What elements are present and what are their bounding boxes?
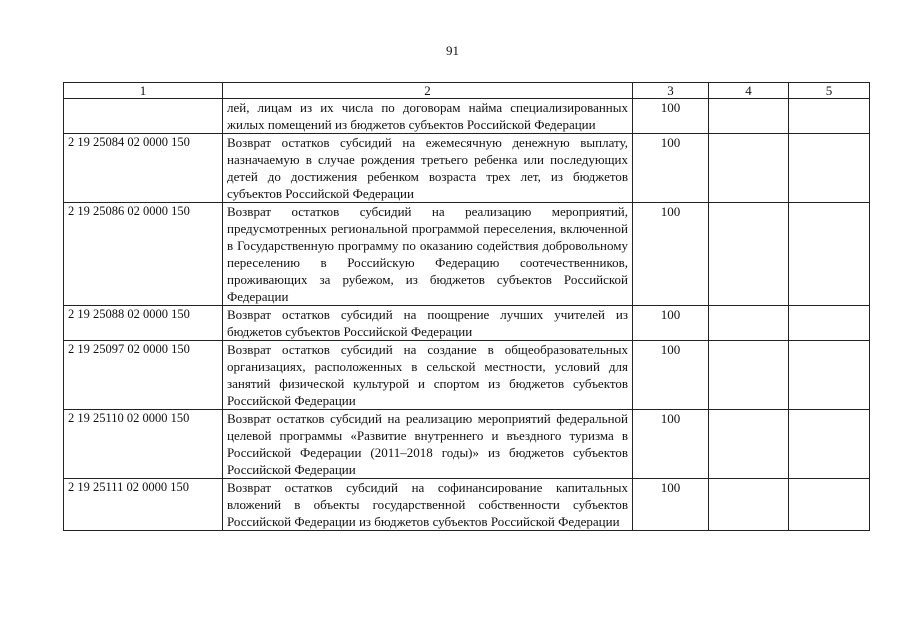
budget-code: 2 19 25110 02 0000 150 — [64, 410, 223, 479]
percent-value: 100 — [633, 203, 709, 306]
col4-value — [709, 134, 789, 203]
income-description: Возврат остатков субсидий на реализацию мероприятий, предусмотренных региональной программой переселения, включенной в Государственную программу по оказанию содействия добровольному переселению в Российскую Федерацию соотечественников, проживающих за рубежом, из бюджетов субъектов Российской Федерации — [223, 203, 633, 306]
budget-code: 2 19 25111 02 0000 150 — [64, 479, 223, 531]
budget-code: 2 19 25084 02 0000 150 — [64, 134, 223, 203]
table-row — [64, 134, 870, 203]
col5-value — [789, 410, 870, 479]
budget-code: 2 19 25088 02 0000 150 — [64, 306, 223, 341]
page-number: 91 — [446, 43, 459, 58]
income-description: Возврат остатков субсидий на поощрение лучших учителей из бюджетов субъектов Российской Федерации — [223, 306, 633, 341]
table-row — [64, 341, 870, 410]
col4-value — [709, 306, 789, 341]
percent-value: 100 — [633, 134, 709, 203]
percent-value: 100 — [633, 306, 709, 341]
header-col-2: 2 — [223, 83, 633, 99]
income-description: лей, лицам из их числа по договорам найма специализированных жилых помещений из бюджетов субъектов Российской Федерации — [223, 99, 633, 134]
income-description: Возврат остатков субсидий на создание в общеобразовательных организациях, расположенных в сельской местности, условий для занятий физической культурой и спортом из бюджетов субъектов Российской Федерации — [223, 341, 633, 410]
percent-value: 100 — [633, 479, 709, 531]
col4-value — [709, 410, 789, 479]
col5-value — [789, 341, 870, 410]
col4-value — [709, 99, 789, 134]
table-row — [64, 203, 870, 306]
budget-codes-table — [63, 82, 870, 531]
col4-value — [709, 203, 789, 306]
table-row — [64, 99, 870, 134]
table-row — [64, 306, 870, 341]
header-row — [64, 83, 870, 99]
col5-value — [789, 306, 870, 341]
percent-value: 100 — [633, 341, 709, 410]
budget-code: 2 19 25086 02 0000 150 — [64, 203, 223, 306]
col4-value — [709, 479, 789, 531]
percent-value: 100 — [633, 99, 709, 134]
percent-value: 100 — [633, 410, 709, 479]
col5-value — [789, 203, 870, 306]
header-col-5: 5 — [789, 83, 870, 99]
header-col-4: 4 — [709, 83, 789, 99]
income-description: Возврат остатков субсидий на ежемесячную денежную выплату, назначаемую в случае рождения третьего ребенка или последующих детей до достижения ребенком возраста трех лет, из бюджетов субъектов Российской Федерации — [223, 134, 633, 203]
header-col-3: 3 — [633, 83, 709, 99]
col4-value — [709, 341, 789, 410]
col5-value — [789, 99, 870, 134]
col5-value — [789, 134, 870, 203]
table-row — [64, 479, 870, 531]
budget-code — [64, 99, 223, 134]
income-description: Возврат остатков субсидий на софинансирование капитальных вложений в объекты государственной собственности субъектов Российской Федерации из бюджетов субъектов Российской Федерации — [223, 479, 633, 531]
table-row — [64, 410, 870, 479]
header-col-1: 1 — [64, 83, 223, 99]
col5-value — [789, 479, 870, 531]
income-description: Возврат остатков субсидий на реализацию мероприятий федеральной целевой программы «Развитие внутреннего и въездного туризма в Российской Федерации (2011–2018 годы)» из бюджетов субъектов Российской Федерации — [223, 410, 633, 479]
budget-code: 2 19 25097 02 0000 150 — [64, 341, 223, 410]
